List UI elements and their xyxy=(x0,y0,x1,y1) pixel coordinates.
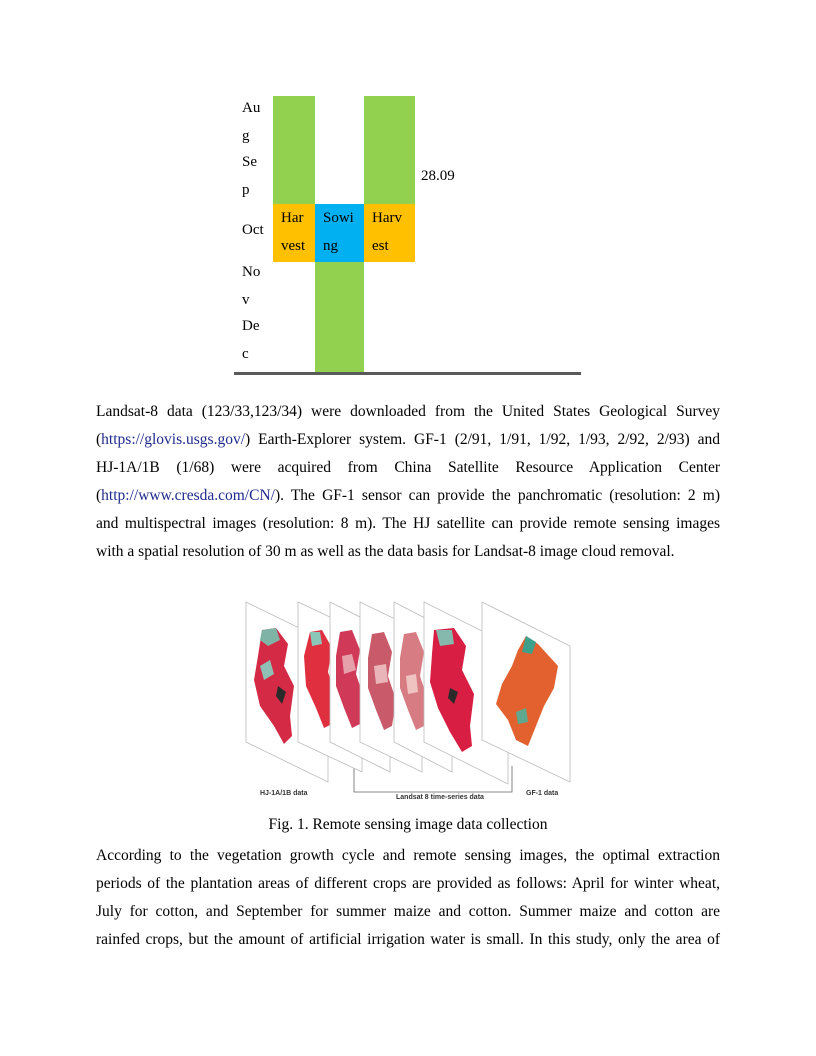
figure-caption: Fig. 1. Remote sensing image data collection xyxy=(268,816,548,833)
landsat-data-label: Landsat 8 time-series data xyxy=(396,794,484,801)
harvest-cell xyxy=(364,204,415,262)
remote-sensing-figure xyxy=(240,596,580,806)
gf1-data-label: GF-1 data xyxy=(526,790,559,797)
cell-text: vest xyxy=(281,238,306,254)
glovis-link[interactable]: https://glovis.usgs.gov/ xyxy=(101,431,246,448)
cell-text: ng xyxy=(323,238,338,254)
cell-text: Har xyxy=(281,210,304,226)
month-label: Au xyxy=(242,100,261,116)
month-label: No xyxy=(242,264,261,280)
text-fragment: ). The GF-1 sensor can provide the panchromatic (resolution: 2 m) xyxy=(274,487,720,504)
growth-period-cell xyxy=(315,262,364,372)
text-fragment: ( xyxy=(96,487,102,504)
text-line: with a spatial resolution of 30 m as well as the data basis for Landsat-8 image cloud removal. xyxy=(96,543,675,560)
text-line: July for cotton, and September for summer maize and cotton. Summer maize and cotton are xyxy=(96,903,720,920)
text-fragment: ) Earth-Explorer system. GF-1 (2/91, 1/91, 1/92, 1/93, 2/92, 2/93) and xyxy=(245,431,720,448)
paragraph-data-sources xyxy=(96,398,720,566)
text-line: rainfed crops, but the amount of artificial irrigation water is small. In this study, only the area of xyxy=(96,931,720,948)
harvest-cell xyxy=(273,204,315,262)
text-line: HJ-1A/1B (1/68) were acquired from China Satellite Resource Application Center xyxy=(96,459,720,476)
month-label: g xyxy=(242,128,250,144)
month-label: p xyxy=(242,182,250,198)
sowing-cell xyxy=(315,204,364,262)
text-line: According to the vegetation growth cycle and remote sensing images, the optimal extraction xyxy=(96,847,720,864)
table-bottom-rule xyxy=(234,372,581,375)
growth-period-cell xyxy=(273,96,315,204)
cell-text: est xyxy=(372,238,389,254)
text-line xyxy=(96,426,720,454)
month-label: c xyxy=(242,346,249,362)
month-label: De xyxy=(242,318,260,334)
month-label: v xyxy=(242,292,250,308)
text-line: periods of the plantation areas of different crops are provided as follows: April for winter wheat, xyxy=(96,875,720,892)
growth-period-cell xyxy=(364,96,415,204)
month-label: Se xyxy=(242,154,257,170)
paragraph-extraction-periods xyxy=(96,842,720,954)
text-line xyxy=(96,482,720,510)
cell-text: Sowi xyxy=(323,210,354,226)
cresda-link[interactable]: http://www.cresda.com/CN/ xyxy=(101,487,275,504)
month-label: Oct xyxy=(242,222,264,238)
hj-data-label: HJ-1A/1B data xyxy=(260,790,308,797)
text-fragment: ( xyxy=(96,431,102,448)
text-line: Landsat-8 data (123/33,123/34) were downloaded from the United States Geological Survey xyxy=(96,403,720,420)
image-stack-illustration xyxy=(240,596,580,806)
date-note: 28.09 xyxy=(421,168,455,184)
text-line: and multispectral images (resolution: 8 m). The HJ satellite can provide remote sensing images xyxy=(96,515,720,532)
cell-text: Harv xyxy=(372,210,402,226)
